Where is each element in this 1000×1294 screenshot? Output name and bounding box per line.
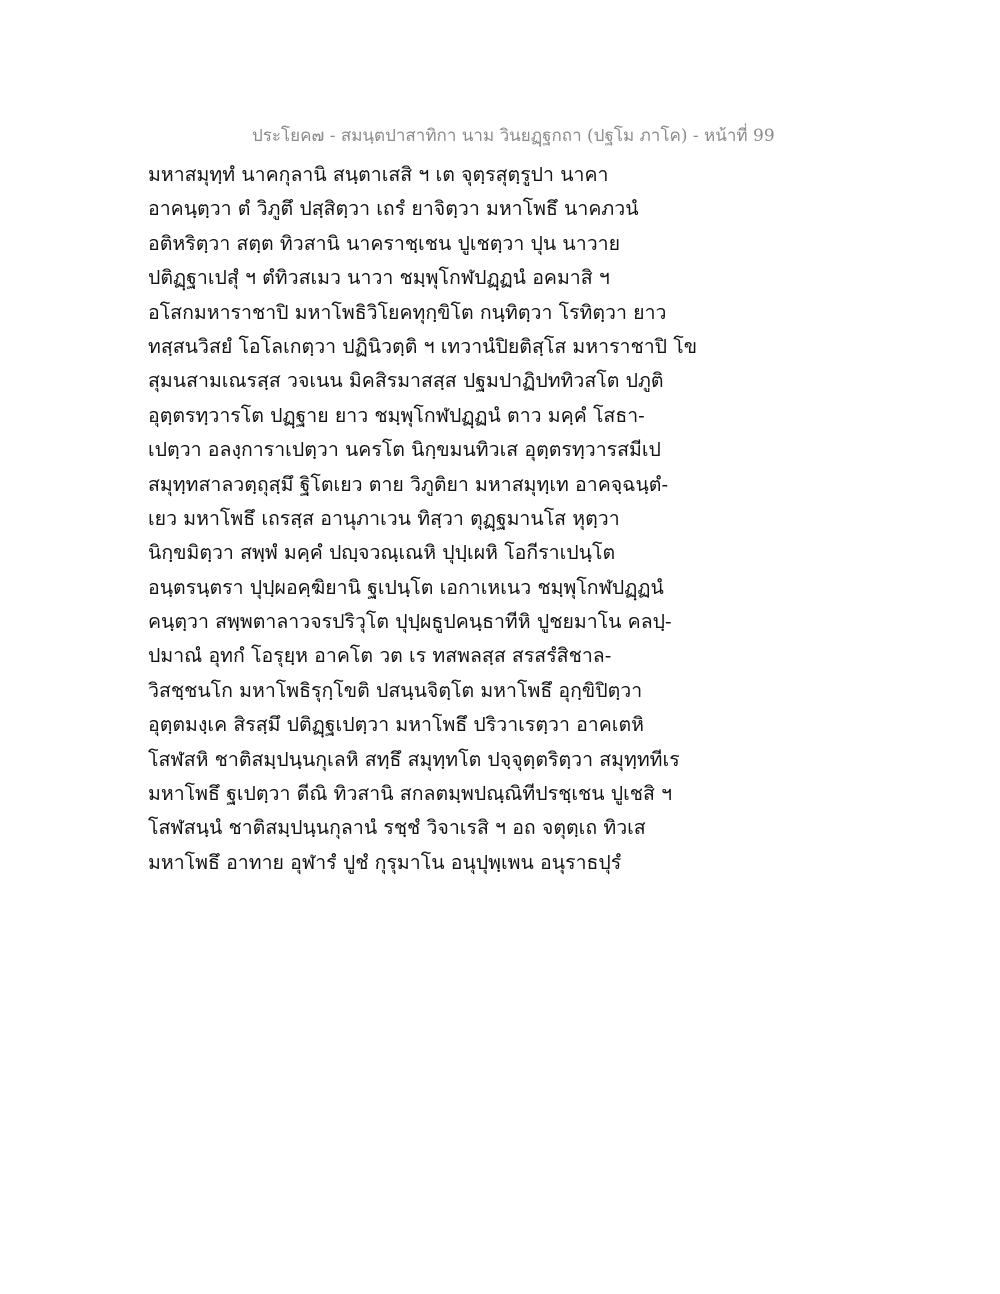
text-line: วิสชฺชนโก มหาโพธิรุกฺโขติ ปสนฺนจิตฺโต มหาโพธึ อุกฺขิปิตฺวา xyxy=(148,678,643,702)
text-line: มหาโพธึ ฐเปตฺวา ตีณิ ทิวสานิ สกลตมฺพปณฺณิทีปรชฺเชน ปูเชสิ ฯ xyxy=(148,782,673,806)
text-line: เยว มหาโพธึ เถรสฺส อานุภาเวน ทิสฺวา ตุฏฺฐมานโส หุตฺวา xyxy=(148,506,620,530)
text-line: อติหริตฺวา สตฺต ทิวสานิ นาคราชฺเชน ปูเชตฺวา ปุน นาวาย xyxy=(148,231,621,255)
text-line: ทสฺสนวิสยํ โอโลเกตฺวา ปฏินิวตฺติ ฯ เทวานํปิยติสฺโส มหาราชาปิ โข xyxy=(148,334,698,358)
text-line: อนฺตรนฺตรา ปุปฺผอคฺฆิยานิ ฐเปนฺโต เอกาเหเนว ชมฺพุโกฬปฏฺฏนํ xyxy=(148,575,664,599)
text-line: อุตฺตมงฺเค สิรสฺมึ ปติฏฺฐเปตฺวา มหาโพธึ ปริวาเรตฺวา อาคเตหิ xyxy=(148,713,644,737)
text-line: มหาโพธึ อาทาย อุฬารํ ปูชํ กุรุมาโน อนุปุพฺเพน อนุราธปุรํ xyxy=(148,850,622,874)
page-header: ประโยค๗ - สมนฺตปาสาทิกา นาม วินยฏฺฐกถา (ปฐโม ภาโค) - หน้าที่ 99 xyxy=(252,126,775,146)
text-line: ปติฏฺฐาเปสุํ ฯ ตํทิวสเมว นาวา ชมฺพุโกฬปฏฺฏนํ อคมาสิ ฯ xyxy=(148,266,610,290)
text-line: อโสกมหาราชาปิ มหาโพธิวิโยคทุกฺขิโต กนฺทิตฺวา โรทิตฺวา ยาว xyxy=(148,300,667,324)
text-line: เปตฺวา อลงฺการาเปตฺวา นครโต นิกฺขมนทิวเส อุตฺตรทฺวารสมีเป xyxy=(148,438,661,462)
text-line: อาคนฺตฺวา ตํ วิภูตึ ปสฺสิตฺวา เถรํ ยาจิตฺวา มหาโพธึ นาคภวนํ xyxy=(148,197,639,221)
text-line: อุตฺตรทฺวารโต ปฏฺฐาย ยาว ชมฺพุโกฬปฏฺฏนํ ตาว มคฺคํ โสธา- xyxy=(148,403,645,427)
text-line: โสฬสนฺนํ ชาติสมฺปนฺนกุลานํ รชฺชํ วิจาเรสิ ฯ อถ จตุตฺเถ ทิวเส xyxy=(148,816,646,840)
text-line: ปมาณํ อุทกํ โอรุยฺห อาคโต วต เร ทสพลสฺส สรสรํสิชาล- xyxy=(148,644,612,668)
text-line: คนฺตฺวา สพฺพตาลาวจรปริวุโต ปุปฺผธูปคนฺธาทีหิ ปูชยมาโน คลปฺ- xyxy=(148,610,672,634)
text-line: มหาสมุทฺทํ นาคกุลานิ สนฺตาเสสิ ฯ เต จุตฺรสุตฺรูปา นาคา xyxy=(148,163,609,186)
text-line: นิกฺขมิตฺวา สพฺพํ มคฺคํ ปญฺจวณฺเณหิ ปุปฺเผหิ โอกีราเปนฺโต xyxy=(148,541,616,565)
text-line: สุมนสามเณรสฺส วจเนน มิคสิรมาสสฺส ปฐมปาฏิปททิวสโต ปภูติ xyxy=(148,369,664,393)
text-line: โสฬสหิ ชาติสมฺปนฺนกุเลหิ สทฺธึ สมุทฺทโต ปจฺจุตฺตริตฺวา สมุทฺททีเร xyxy=(148,747,680,771)
page-body-text xyxy=(148,158,728,880)
text-line: สมุทฺทสาลวตฺถุสฺมึ ฐิโตเยว ตาย วิภูติยา มหาสมุทฺเท อาคจฺฉนฺตํ- xyxy=(148,472,669,496)
